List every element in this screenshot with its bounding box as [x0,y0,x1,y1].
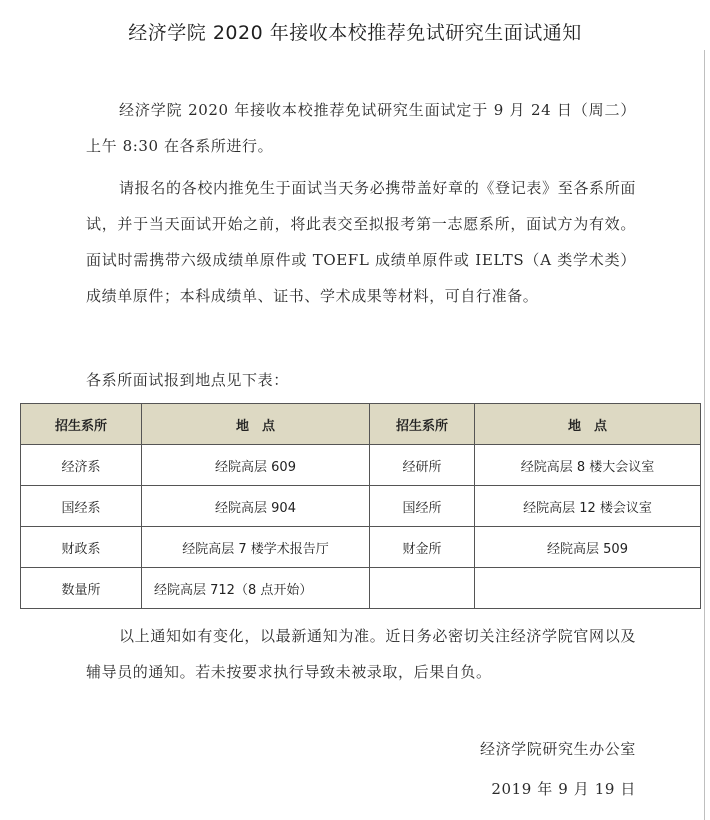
header-department-1: 招生系所 [21,404,142,445]
department-cell: 国经所 [370,486,475,527]
paragraph-table-intro: 各系所面试报到地点见下表： [86,371,289,389]
table-header-row [21,404,701,445]
department-cell [370,568,475,609]
location-cell: 经院高层 509 [475,527,701,568]
signature-office: 经济学院研究生办公室 [479,740,636,758]
page-edge-rule [704,50,705,820]
paragraph-interview-time: 经济学院 2020 年接收本校推荐免试研究生面试定于 9 月 24 日（周二）上午 8:30 在各系所进行。 [86,101,636,155]
department-cell: 财金所 [370,527,475,568]
table-row [21,445,701,486]
location-cell: 经院高层 12 楼会议室 [475,486,701,527]
location-cell: 经院高层 7 楼学术报告厅 [142,527,370,568]
department-cell: 经济系 [21,445,142,486]
paragraph-closing-note: 以上通知如有变化，以最新通知为准。近日务必密切关注经济学院官网以及辅导员的通知。若未按要求执行导致未被录取，后果自负。 [86,627,636,681]
header-location-1: 地 点 [142,404,370,445]
department-cell: 国经系 [21,486,142,527]
location-cell: 经院高层 8 楼大会议室 [475,445,701,486]
header-department-2: 招生系所 [370,404,475,445]
interview-locations-table [20,403,701,609]
department-cell: 经研所 [370,445,475,486]
department-cell: 数量所 [21,568,142,609]
header-location-2: 地 点 [475,404,701,445]
signature-date: 2019 年 9 月 19 日 [491,780,636,798]
paragraph-requirements: 请报名的各校内推免生于面试当天务必携带盖好章的《登记表》至各系所面试，并于当天面试开始之前，将此表交至拟报考第一志愿系所，面试方为有效。面试时需携带六级成绩单原件或 TOEFL 成绩单原件或 IELTS（A 类学术类）成绩单原件；本科成绩单、证书、学术成果等材料，可自行准备。 [86,179,636,305]
table-row [21,568,701,609]
location-cell: 经院高层 609 [142,445,370,486]
location-cell [475,568,701,609]
table-row [21,486,701,527]
location-cell: 经院高层 904 [142,486,370,527]
department-cell: 财政系 [21,527,142,568]
page-title: 经济学院 2020 年接收本校推荐免试研究生面试通知 [128,22,582,44]
location-cell: 经院高层 712（8 点开始） [142,568,370,609]
table-row [21,527,701,568]
